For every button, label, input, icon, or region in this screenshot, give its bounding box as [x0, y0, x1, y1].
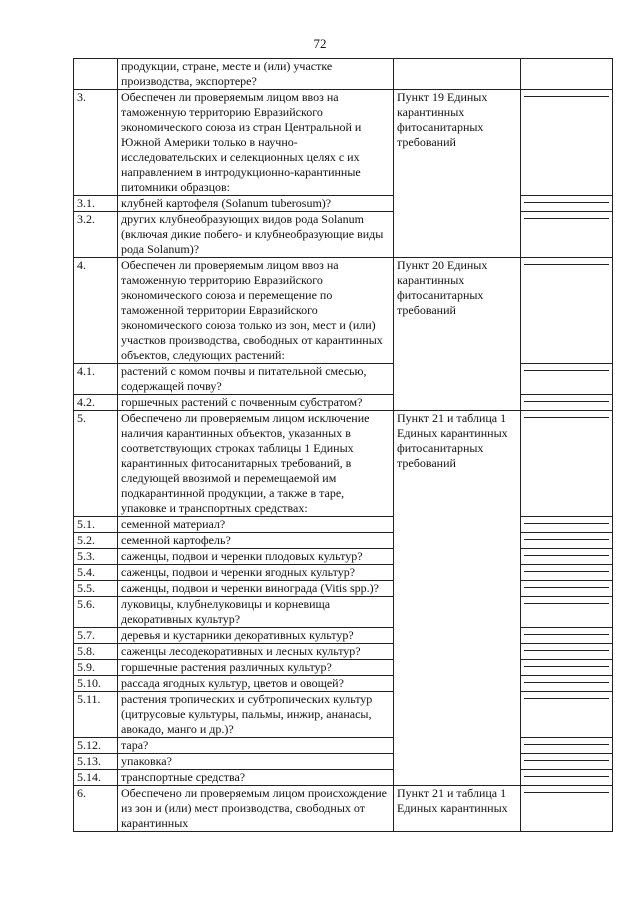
table-row	[74, 364, 613, 395]
question-text: рассада ягодных культур, цветов и овощей?	[118, 676, 394, 692]
row-number: 5.	[74, 411, 118, 517]
question-text: саженцы, подвои и черенки ягодных культур?	[118, 565, 394, 581]
table-row	[74, 644, 613, 660]
row-number: 3.2.	[74, 212, 118, 258]
row-number: 5.10.	[74, 676, 118, 692]
row-number: 5.11.	[74, 692, 118, 738]
question-text: горшечные растения различных культур?	[118, 660, 394, 676]
table-row	[74, 754, 613, 770]
answer-cell	[521, 770, 613, 786]
table-row	[74, 692, 613, 738]
answer-cell	[521, 581, 613, 597]
table-row	[74, 597, 613, 628]
table-row	[74, 770, 613, 786]
question-text: саженцы, подвои и черенки плодовых культур?	[118, 549, 394, 565]
question-text: других клубнеобразующих видов рода Solanum (включая дикие побего- и клубнеобразующие виды рода Solanum)?	[118, 212, 394, 258]
question-text: Обеспечен ли проверяемым лицом ввоз на таможенную территорию Евразийского экономического союза и перемещение по таможенной территории Евразийского экономического союза только из зон, мест и (или) участков производства, свободных от карантинных объектов, следующих растений:	[118, 258, 394, 364]
row-number: 4.2.	[74, 395, 118, 411]
answer-cell	[521, 754, 613, 770]
row-number: 5.4.	[74, 565, 118, 581]
question-text: транспортные средства?	[118, 770, 394, 786]
table-row	[74, 565, 613, 581]
row-number: 3.	[74, 90, 118, 196]
table-row	[74, 786, 613, 832]
answer-cell	[521, 597, 613, 628]
table-row	[74, 258, 613, 364]
reference-cell: Пункт 19 Единых карантинных фитосанитарных требований	[394, 90, 521, 258]
answer-cell	[521, 517, 613, 533]
row-number: 5.13.	[74, 754, 118, 770]
question-text: Обеспечен ли проверяемым лицом ввоз на таможенную территорию Евразийского экономического союза из стран Центральной и Южной Америки только в научно-исследовательских и селекционных целях с их направлением в интродукционно-карантинные питомники образцов:	[118, 90, 394, 196]
row-number: 5.9.	[74, 660, 118, 676]
table-row	[74, 59, 613, 90]
table-row	[74, 395, 613, 411]
question-text: саженцы, подвои и черенки винограда (Vitis spp.)?	[118, 581, 394, 597]
question-text: семенной материал?	[118, 517, 394, 533]
table-row	[74, 517, 613, 533]
answer-cell	[521, 533, 613, 549]
row-number: 5.12.	[74, 738, 118, 754]
answer-cell	[521, 660, 613, 676]
table-row	[74, 676, 613, 692]
row-number: 5.3.	[74, 549, 118, 565]
table-row	[74, 212, 613, 258]
answer-cell	[521, 565, 613, 581]
answer-cell	[521, 692, 613, 738]
answer-cell	[521, 395, 613, 411]
page-number: 72	[313, 36, 327, 51]
row-number: 4.	[74, 258, 118, 364]
question-text: Обеспечено ли проверяемым лицом исключение наличия карантинных объектов, указанных в соответствующих строках таблицы 1 Единых карантинных фитосанитарных требований, в следующей ввозимой и перемещаемой им подкарантинной продукции, а также в таре, упаковке и транспортных средствах:	[118, 411, 394, 517]
table-row	[74, 411, 613, 517]
question-text: деревья и кустарники декоративных культур?	[118, 628, 394, 644]
answer-cell	[521, 786, 613, 832]
question-text: Обеспечено ли проверяемым лицом происхождение из зон и (или) мест производства, свободных от карантинных	[118, 786, 394, 832]
answer-cell	[521, 549, 613, 565]
answer-cell	[521, 59, 613, 90]
answer-cell	[521, 411, 613, 517]
question-text: продукции, стране, месте и (или) участке производства, экспортере?	[118, 59, 394, 90]
reference-cell: Пункт 20 Единых карантинных фитосанитарных требований	[394, 258, 521, 411]
requirements-table	[73, 58, 613, 832]
answer-cell	[521, 90, 613, 196]
answer-cell	[521, 676, 613, 692]
question-text: семенной картофель?	[118, 533, 394, 549]
question-text: саженцы лесодекоративных и лесных культур?	[118, 644, 394, 660]
answer-cell	[521, 212, 613, 258]
question-text: растения тропических и субтропических культур (цитрусовые культуры, пальмы, инжир, ананасы, авокадо, манго и др.)?	[118, 692, 394, 738]
answer-cell	[521, 258, 613, 364]
row-number: 5.7.	[74, 628, 118, 644]
reference-cell	[394, 59, 521, 90]
row-number: 5.1.	[74, 517, 118, 533]
row-number: 6.	[74, 786, 118, 832]
question-text: тара?	[118, 738, 394, 754]
answer-cell	[521, 364, 613, 395]
reference-cell: Пункт 21 и таблица 1 Единых карантинных фитосанитарных требований	[394, 411, 521, 786]
answer-cell	[521, 738, 613, 754]
table-row	[74, 90, 613, 196]
row-number: 5.6.	[74, 597, 118, 628]
row-number: 5.2.	[74, 533, 118, 549]
question-text: клубней картофеля (Solanum tuberosum)?	[118, 196, 394, 212]
row-number: 5.8.	[74, 644, 118, 660]
question-text: луковицы, клубнелуковицы и корневища декоративных культур?	[118, 597, 394, 628]
answer-cell	[521, 628, 613, 644]
question-text: горшечных растений с почвенным субстратом?	[118, 395, 394, 411]
row-number: 5.14.	[74, 770, 118, 786]
question-text: упаковка?	[118, 754, 394, 770]
table-row	[74, 549, 613, 565]
answer-cell	[521, 196, 613, 212]
answer-cell	[521, 644, 613, 660]
row-number	[74, 59, 118, 90]
table-row	[74, 196, 613, 212]
row-number: 5.5.	[74, 581, 118, 597]
question-text: растений с комом почвы и питательной смесью, содержащей почву?	[118, 364, 394, 395]
row-number: 4.1.	[74, 364, 118, 395]
table-row	[74, 533, 613, 549]
table-row	[74, 628, 613, 644]
table-row	[74, 581, 613, 597]
table-row	[74, 738, 613, 754]
table-row	[74, 660, 613, 676]
reference-cell: Пункт 21 и таблица 1 Единых карантинных	[394, 786, 521, 832]
row-number: 3.1.	[74, 196, 118, 212]
